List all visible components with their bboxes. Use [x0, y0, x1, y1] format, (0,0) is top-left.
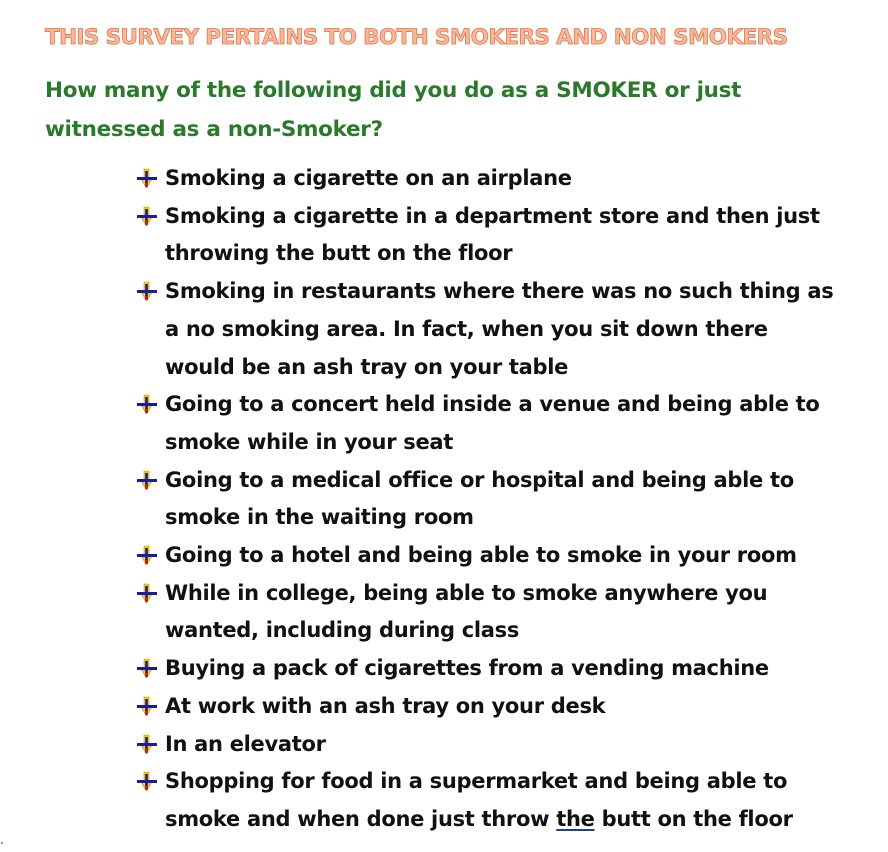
arrow-down-cross-bullet-icon	[136, 696, 158, 718]
list-item	[136, 198, 836, 273]
list-item	[136, 273, 836, 386]
list-item-text: Buying a pack of cigarettes from a vending machine	[165, 656, 769, 681]
bullet-list	[136, 160, 836, 839]
list-item	[136, 462, 836, 537]
list-item	[136, 763, 836, 838]
list-item-text: While in college, being able to smoke anywhere you wanted, including during class	[165, 580, 768, 643]
survey-question: How many of the following did you do as a SMOKER or just witnessed as a non-Smoker?	[45, 78, 742, 142]
arrow-down-cross-bullet-icon	[136, 206, 158, 228]
list-item	[136, 650, 836, 688]
list-item	[136, 688, 836, 726]
list-item-text	[165, 769, 793, 831]
list-item-text: Going to a hotel and being able to smoke in your room	[165, 543, 797, 568]
arrow-down-cross-bullet-icon	[136, 734, 158, 756]
survey-title: THIS SURVEY PERTAINS TO BOTH SMOKERS AND NON SMOKERS	[45, 25, 788, 50]
margin-marker: ˚	[0, 842, 4, 851]
arrow-down-cross-bullet-icon	[136, 658, 158, 680]
list-item-text: Going to a concert held inside a venue and being able to smoke while in your seat	[165, 392, 820, 454]
list-item	[136, 537, 836, 575]
list-item-text-start: Shopping for food in a supermarket and being able to smoke and when done just throw	[165, 769, 788, 831]
arrow-down-cross-bullet-icon	[136, 470, 158, 492]
arrow-down-cross-bullet-icon	[136, 583, 158, 605]
arrow-down-cross-bullet-icon	[136, 168, 158, 190]
list-item	[136, 386, 836, 461]
list-item-text: Going to a medical office or hospital and being able to smoke in the waiting room	[165, 467, 794, 530]
list-item-text-end: butt on the floor	[594, 806, 793, 831]
list-item-text: Smoking a cigarette in a department store and then just throwing the butt on the floor	[165, 203, 820, 266]
arrow-down-cross-bullet-icon	[136, 394, 158, 416]
list-item	[136, 575, 836, 650]
list-item-text: Smoking a cigarette on an airplane	[165, 166, 572, 190]
arrow-down-cross-bullet-icon	[136, 545, 158, 567]
list-item	[136, 726, 836, 764]
list-item-text: Smoking in restaurants where there was no such thing as a no smoking area. In fact, when you sit down there would be an ash tray on your table	[165, 279, 834, 379]
list-item	[136, 160, 836, 198]
list-item-text: At work with an ash tray on your desk	[165, 693, 606, 718]
arrow-down-cross-bullet-icon	[136, 771, 158, 793]
list-item-text: In an elevator	[165, 731, 326, 756]
underlined-word: the	[556, 806, 595, 831]
arrow-down-cross-bullet-icon	[136, 281, 158, 303]
